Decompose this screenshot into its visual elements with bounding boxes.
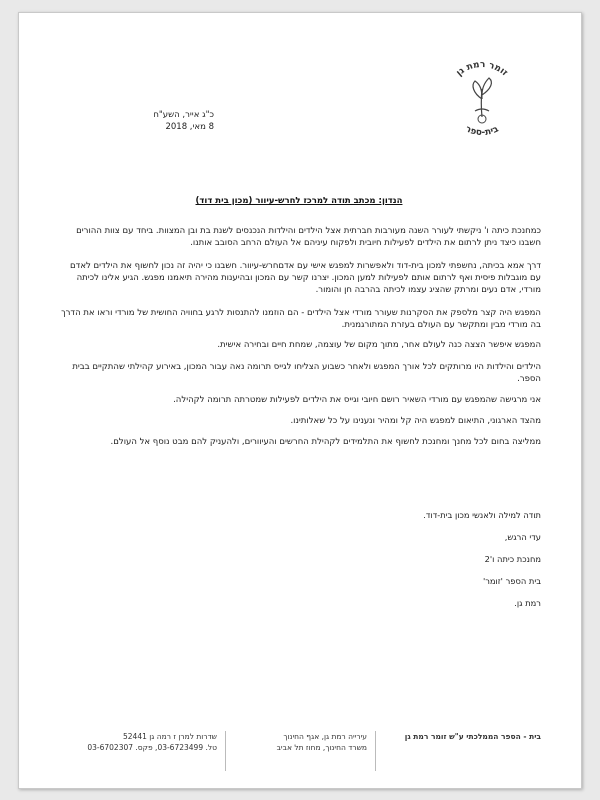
sprout-icon — [473, 78, 491, 117]
paragraph: הילדים והילדות היו מרותקים לכל אורך המפגש ולאחר כשבוע הצליחו לגייס תרומה נאה עבור המכון, באירוע קהילתי שהתקיים בבית הספר. — [72, 362, 541, 384]
letter-body — [59, 225, 541, 448]
svg-text:זומר רמת גן: זומר רמת גן — [454, 59, 510, 79]
signature-block — [359, 509, 541, 619]
footer-school: בית - הספר הממלכתי ע"ש זומר רמת גן — [404, 732, 541, 741]
signature-line: בית הספר 'זומר' — [482, 576, 541, 586]
school-logo — [437, 55, 527, 145]
signature-line: מחנכת כיתה ו'2 — [484, 554, 541, 564]
letter-page — [18, 12, 582, 789]
letter-date — [114, 109, 214, 133]
paragraph: כמחנכת כיתה ו' ניקשתי לעורר השנה מעורבות חברתית אצל הילדים והילדות הנכנסים לשנת בת ובן המצוות. ביחד עם צוות ההורים חשבנו כיצד ניתן לרתום את הילדים לפעילות חיובית ולפקוח עיניהם אל העולם הרחב הסובב אותנו. — [76, 226, 541, 248]
paragraph: דרך אמא בכיתה, נחשפתי למכון בית-דוד ולאפשרות למפגש אישי עם אדםחרש-עיוור. חשבנו כי יהיה זה נכון לחשוף את הילדים לאדם עם מוגבלות פיסית ואף לרתום אותם לפעילות למען המכון. יצרנו קשר עם המכון ובהיענות מהירה תיאמנו מפגש. הגיע אלינו לכיתה מורדי, אדם נעים ומרתק שהציג עצמו לכיתה בהרבה חן והומור. — [70, 261, 541, 295]
date-hebrew: כ"ג אייר, השע"ח — [153, 110, 214, 120]
signature-line: עדי הרגש, — [504, 532, 541, 542]
paragraph: מהצד הארגוני, התיאום למפגש היה קל ומהיר ונענינו על כל שאלותינו. — [290, 416, 541, 426]
paragraph: המפגש היה קצר מלספק את הסקרנות שעורר מורדי אצל הילדים - הם הוזמנו להתנסות לרגע בחוויה החושית של מורדי וראו את הדרך בה מורדי מבין ומתקשר עם העולם בעזרת המתורגמנית. — [61, 308, 541, 330]
footer-contact: שדרות למרן ז רמה גן 52441 טל. 03-6723499, פקס. 03-6702307 — [57, 731, 226, 771]
paragraph: אני מרגישה שהמפגש עם מורדי השאיר רושם חיובי וגייס את הילדים לפעילות שמטרתה תרומה לקהילה. — [173, 395, 541, 405]
letter-subject: הנדון: מכתב תודה למרכז לחרש-עיוור (מכון בית דוד) — [195, 196, 403, 206]
footer-municipality: עירייה רמת גן, אגף החינוך משרד החינוך, מחוז תל אביב — [237, 731, 376, 771]
paragraph: המפגש איפשר הצצה כנה לעולם אחר, מתוך מקום של עוצמה, שמחת חיים ובחירה אישית. — [217, 340, 541, 350]
svg-text:בית-ספר: בית-ספר — [463, 124, 501, 139]
signature-line: רמת גן. — [514, 598, 541, 608]
date-gregorian: 8 מאי, 2018 — [165, 122, 214, 132]
letterhead-footer — [59, 731, 541, 773]
paragraph: ממליצה בחום לכל מחנך ומחנכת לחשוף את התלמידים לקהילת החרשים והעיוורים, ולהעניק להם מבט נוסף אל העולם. — [110, 437, 541, 447]
signature-line: תודה למילה ולאנשי מכון בית-דוד. — [423, 510, 541, 520]
